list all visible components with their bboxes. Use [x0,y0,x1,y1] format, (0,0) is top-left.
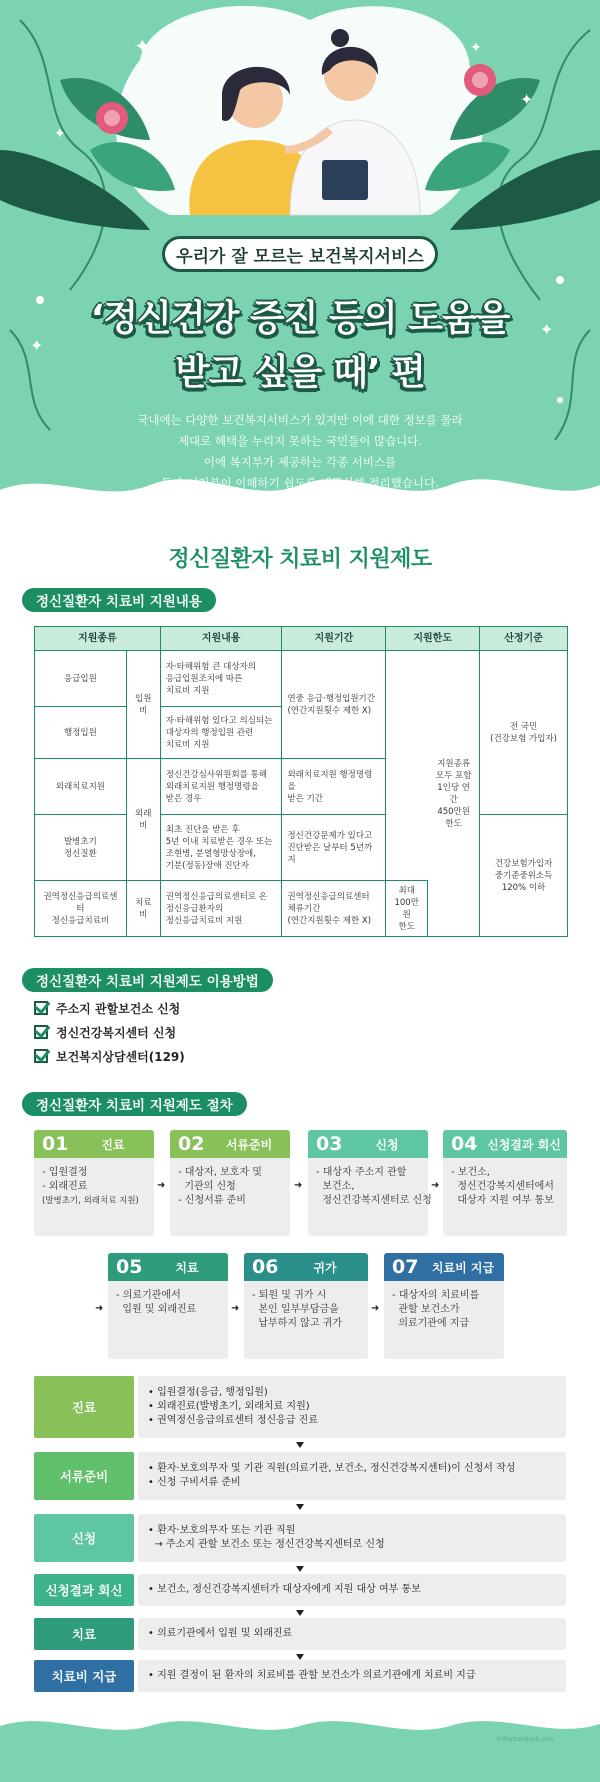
step-card-07 [384,1253,504,1359]
step-line: - 입원결정 [42,1167,88,1178]
summary-label: 신청 [34,1514,134,1562]
image-credit: ©shutterstock.com [495,1736,554,1743]
step-description [170,1166,290,1208]
arrow-down-icon [296,1566,304,1572]
summary-text [138,1514,566,1562]
sparkle-icon: ✦ [134,34,151,58]
table-cell: 권역정신응급의료센터로 온 정신응급환자의 정신응급치료비 지원 [160,881,282,937]
step-line: 대상자 지원 여부 통보 [451,1195,554,1206]
step-card-04 [443,1130,567,1236]
hero-description: 국내에는 다양한 보건복지서비스가 있지만 이에 대한 정보를 몰라 제대로 혜택을 누리지 못하는 국민들이 많습니다. 이에 복지부가 제공하는 각종 서비스를 독자 여러분이 이해하기 쉽도록 재구성해 정리했습니다. [137,413,463,490]
step-card-05 [108,1253,228,1359]
step-line: 본인 일부부담금을 [252,1304,339,1315]
sparkle-icon: ✦ [54,126,66,142]
step-name: 신청결과 회신 [487,1137,561,1152]
step-card-06 [244,1253,368,1359]
step-line: 의료기관에 지급 [392,1318,470,1329]
table-cell: 입원비 [126,651,160,759]
summary-text [138,1660,566,1692]
summary-row [34,1376,566,1438]
step-description [34,1166,154,1208]
summary-line: • 신청 구비서류 준비 [148,1477,241,1488]
table-cell: 권역정신응급의료센터 정신응급치료비 [35,881,127,937]
arrow-right-icon: ➜ [371,1303,380,1314]
step-line: - 대상자 주소지 관할 [316,1167,407,1178]
checkbox-icon [34,1025,48,1039]
arrow-right-icon: ➜ [157,1180,166,1191]
summary-label: 치료 [34,1618,134,1650]
step-card-02 [170,1130,290,1236]
checklist-item: 주소지 관할보건소 신청 [34,998,180,1018]
step-name: 신청 [375,1137,399,1152]
step-number: 05 [116,1256,143,1278]
step-line: - 대상자, 보호자 및 [178,1167,262,1178]
step-description [244,1289,368,1331]
table-cell: 정신건강문제가 있다고 진단받은 날부터 5년까지 [282,815,386,881]
step-name: 치료비 지급 [431,1260,495,1275]
summary-label: 치료비 지급 [34,1660,134,1692]
hero-banner [0,0,600,510]
step-name: 치료 [175,1260,199,1275]
sparkle-icon: ✦ [540,320,554,339]
table-cell: 연중 응급·행정입원기간 (연간지원횟수 제한 X) [282,651,386,759]
step-description [108,1289,228,1317]
summary-line: • 지원 결정이 된 환자의 치료비를 관할 보건소가 의료기관에게 치료비 지급 [148,1670,476,1681]
table-header: 지원종류 [35,627,161,651]
step-note: (발병초기, 외래치료 지원) [42,1196,139,1206]
table-header: 지원한도 [386,627,480,651]
table-header: 지원기간 [282,627,386,651]
footer-wave [0,1710,600,1782]
table-cell: 자·타해위험 큰 대상자의 응급입원조치에 따른 치료비 지원 [160,651,282,707]
sparkle-icon: ✦ [520,90,534,109]
checklist-item: 정신건강복지센터 신청 [34,1022,176,1042]
table-cell: 지원종류 모두 포함 1인당 연간 450만원 한도 [428,651,480,937]
step-line: 정신건강복지센터로 신청 [316,1195,432,1206]
table-cell: 최대 100만원 한도 [386,881,428,937]
step-line: - 퇴원 및 귀가 시 [252,1290,327,1301]
summary-text [138,1574,566,1606]
hero-title-line2: 받고 싶을 때’ 편 [175,352,425,393]
section-heading-support: 정신질환자 치료비 지원내용 [22,588,216,612]
arrow-right-icon: ➜ [294,1180,303,1191]
main-title: 정신질환자 치료비 지원제도 [168,547,432,572]
step-card-03 [308,1130,432,1236]
table-cell: 전 국민 (건강보험 가입자) [480,651,568,815]
table-cell: 발병초기 정신질환 [35,815,127,881]
arrow-down-icon [296,1442,304,1448]
summary-row [34,1660,566,1692]
step-description [384,1289,504,1331]
sparkle-icon: ✦ [30,336,44,355]
table-header-row [35,627,568,651]
step-number: 02 [178,1133,205,1155]
table-header: 산정기준 [480,627,568,651]
step-name: 서류준비 [225,1137,273,1152]
summary-line: • 보건소, 정신건강복지센터가 대상자에게 지원 대상 여부 통보 [148,1584,421,1595]
step-card-01 [34,1130,154,1236]
table-cell: 외래치료지원 [35,759,127,815]
step-line: - 신청서류 준비 [178,1195,246,1206]
step-card-header [308,1130,428,1158]
step-description [308,1166,432,1208]
table-row [35,651,568,707]
step-line: 정신건강복지센터에서 [451,1181,554,1192]
summary-label: 서류준비 [34,1452,134,1500]
sparkle-icon: ✦ [470,40,482,56]
summary-line: • 환자·보호의무자 또는 기관 직원 [148,1525,296,1536]
arrow-down-icon [296,1610,304,1616]
checklist-item: 보건복지상담센터(129) [34,1046,185,1066]
step-line: - 의료기관에서 [116,1290,181,1301]
table-cell: 치료비 [126,881,160,937]
step-card-header [34,1130,154,1158]
summary-line: → 주소지 관할 보건소 또는 정신건강복지센터로 신청 [148,1539,385,1550]
step-card-header [443,1130,567,1158]
step-line: 기관의 신청 [178,1181,236,1192]
table-cell: 응급입원 [35,651,127,707]
step-card-header [170,1130,290,1158]
summary-row [34,1452,566,1500]
table-header: 지원내용 [160,627,282,651]
summary-line: • 외래진료(발병초기, 외래치료 지원) [148,1401,310,1412]
step-number: 06 [252,1256,279,1278]
table-cell: 행정입원 [35,707,127,759]
summary-label: 진료 [34,1376,134,1438]
table-cell: 정신건강심사위원회를 통해 외래치료지원 행정명령을 받은 경우 [160,759,282,815]
section-heading-procedure: 정신질환자 치료비 지원제도 절차 [22,1092,247,1116]
table-cell: 권역정신응급의료센터 체류기간 (연간지원횟수 제한 X) [282,881,386,937]
step-number: 01 [42,1133,69,1155]
step-name: 진료 [101,1137,125,1152]
summary-label: 신청결과 회신 [34,1574,134,1606]
arrow-right-icon: ➜ [231,1303,240,1314]
summary-text [138,1376,566,1438]
table-cell: 외래비 [126,759,160,881]
step-line: 관할 보건소가 [392,1304,460,1315]
step-card-header [244,1253,368,1281]
arrow-right-icon: ➜ [95,1303,104,1314]
arrow-right-icon: ➜ [431,1180,440,1191]
table-cell: 자·타해위험 있다고 의심되는 대상자의 행정입원 관련 치료비 지원 [160,707,282,759]
support-table [34,626,568,937]
summary-line: • 권역정신응급의료센터 정신응급 진료 [148,1415,318,1426]
checkbox-icon [34,1049,48,1063]
step-name: 귀가 [313,1260,337,1275]
step-number: 04 [451,1133,478,1155]
table-cell: 외래치료지원 행정명령을 받은 기간 [282,759,386,815]
step-description [443,1166,567,1208]
summary-row [34,1514,566,1562]
summary-row [34,1618,566,1650]
step-line: - 보건소, [451,1167,490,1178]
arrow-down-icon [296,1504,304,1510]
step-card-header [384,1253,504,1281]
step-line: - 대상자의 치료비를 [392,1290,480,1301]
step-number: 03 [316,1133,343,1155]
table-cell: 건강보험가입자 중기준중위소득 120% 이하 [480,815,568,937]
step-line: - 외래진료 [42,1181,88,1192]
step-line: 납부하지 않고 귀가 [252,1318,342,1329]
summary-line: • 의료기관에서 입원 및 외래진료 [148,1628,293,1639]
summary-text [138,1618,566,1650]
step-line: 보건소, [316,1181,355,1192]
summary-text [138,1452,566,1500]
summary-line: • 환자·보호의무자 및 기관 직원(의료기관, 보건소, 정신건강복지센터)이 신청서 작성 [148,1463,516,1474]
step-line: 입원 및 외래진료 [116,1304,197,1315]
section-heading-usage: 정신질환자 치료비 지원제도 이용방법 [22,968,273,992]
summary-line: • 입원결정(응급, 행정입원) [148,1387,268,1398]
step-card-header [108,1253,228,1281]
step-number: 07 [392,1256,419,1278]
footer-band [0,1710,600,1782]
hero-title-line1: ‘정신건강 증진 등의 도움을 [90,298,510,339]
summary-row [34,1574,566,1606]
table-row [35,815,568,881]
hero-subtitle: 우리가 잘 모르는 보건복지서비스 [162,236,438,272]
table-cell: 최초 진단을 받은 후 5년 이내 치료받은 경우 또는 조현병, 분열형망상장애, 기분(정동)장애 진단자 [160,815,282,881]
checkbox-icon [34,1001,48,1015]
